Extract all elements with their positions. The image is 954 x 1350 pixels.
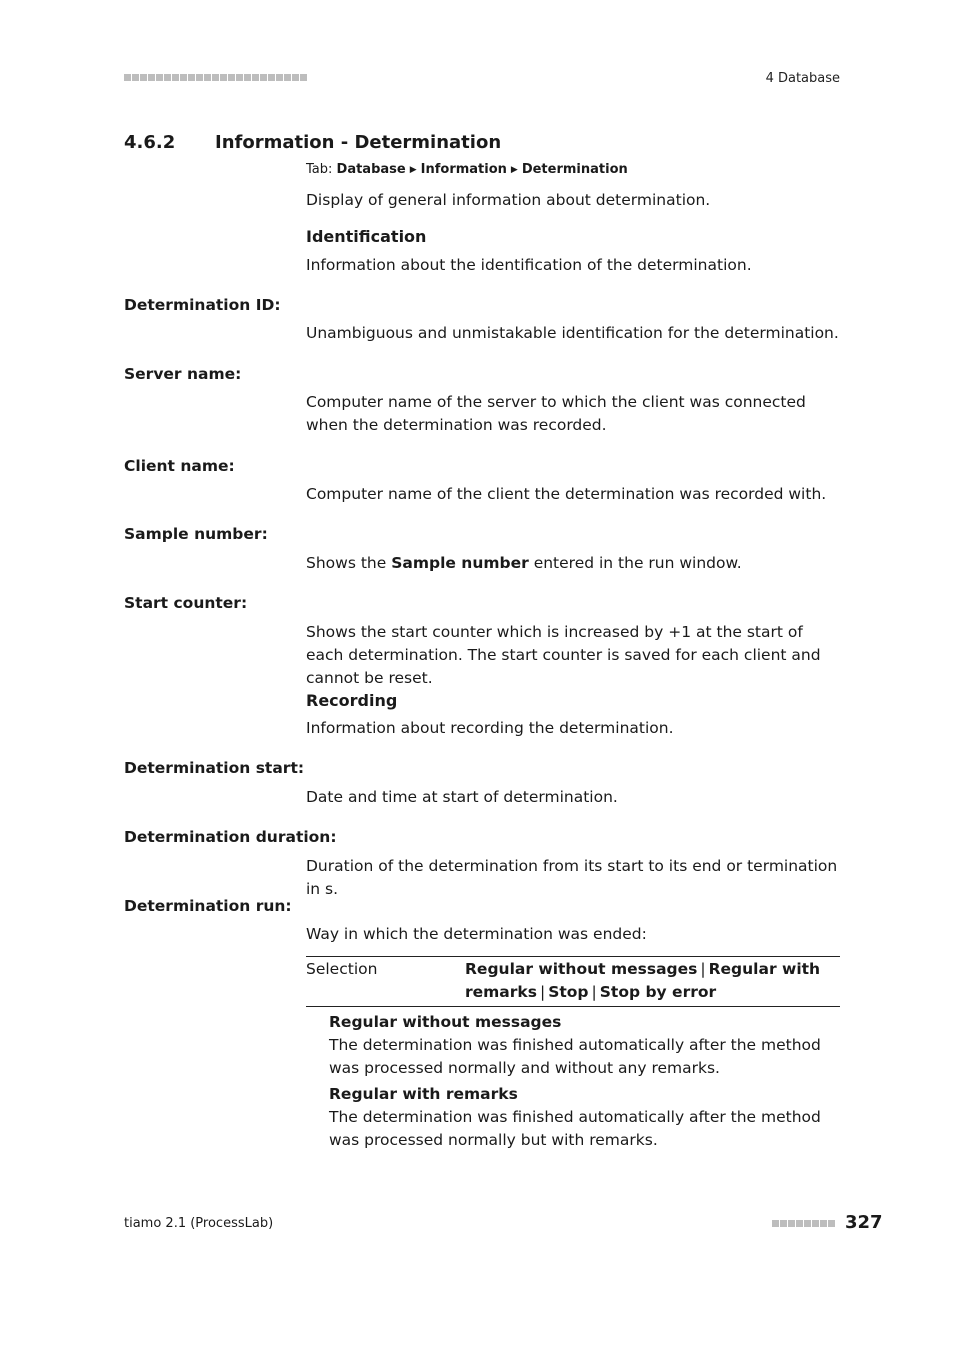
tab-path-item: Information <box>420 162 507 177</box>
separator: | <box>539 983 546 1001</box>
desc-bold: Sample number <box>391 554 529 572</box>
header-decoration <box>124 73 308 82</box>
field-label: Determination ID: <box>124 296 281 314</box>
field-label: Start counter: <box>124 594 248 612</box>
option-desc: The determination was finished automatically after the method was processed normally and without any remarks. <box>329 1036 821 1077</box>
page-number: 327 <box>845 1212 883 1233</box>
selection-values <box>465 958 840 1004</box>
field-desc: Computer name of the client the determination was recorded with. <box>306 485 827 503</box>
field-label: Sample number: <box>124 525 268 543</box>
footer-product: tiamo 2.1 (ProcessLab) <box>124 1216 274 1231</box>
header-chapter: 4 Database <box>765 71 840 86</box>
separator: | <box>700 960 706 978</box>
field-desc: Unambiguous and unmistakable identification for the determination. <box>306 324 839 342</box>
option-title: Regular without messages <box>329 1013 562 1031</box>
table-row <box>306 957 840 1006</box>
selection-option: Regular with remarks <box>465 960 821 1001</box>
footer-decoration <box>772 1219 840 1228</box>
identification-heading: Identification <box>306 227 427 246</box>
section-number: 4.6.2 <box>124 132 176 153</box>
selection-option: Stop by error <box>599 983 717 1001</box>
triangle-right-icon: ▶ <box>409 165 417 175</box>
field-desc: Way in which the determination was ended: <box>306 925 647 943</box>
field-desc <box>306 552 840 575</box>
field-desc: Duration of the determination from its start to its end or termination in s. <box>306 857 838 898</box>
recording-text: Information about recording the determination. <box>306 719 674 737</box>
option-desc: The determination was finished automatically after the method was processed normally but with remarks. <box>329 1108 821 1149</box>
field-label: Determination start: <box>124 759 305 777</box>
selection-key: Selection <box>306 960 378 978</box>
field-label: Determination duration: <box>124 828 337 846</box>
field-desc: Shows the start counter which is increased by +1 at the start of each determination. The start counter is saved for each client and cannot be reset. <box>306 623 821 687</box>
section-title: Information - Determination <box>215 132 502 153</box>
field-desc: Date and time at start of determination. <box>306 788 618 806</box>
tab-path-item: Determination <box>521 162 628 177</box>
selection-option: Stop <box>548 983 589 1001</box>
separator: | <box>591 983 597 1001</box>
tab-path <box>306 162 628 177</box>
identification-text: Information about the identification of the determination. <box>306 256 752 274</box>
intro-text: Display of general information about determination. <box>306 191 711 209</box>
desc-part: Shows the <box>306 554 392 572</box>
tab-prefix: Tab: <box>306 162 333 177</box>
tab-path-item: Database <box>336 162 406 177</box>
field-desc: Computer name of the server to which the client was connected when the determination was recorded. <box>306 393 806 434</box>
field-label: Determination run: <box>124 897 292 915</box>
field-label: Server name: <box>124 365 242 383</box>
field-label: Client name: <box>124 457 235 475</box>
selection-option: Regular without messages <box>465 960 698 978</box>
desc-part: entered in the run window. <box>528 554 742 572</box>
recording-heading: Recording <box>306 691 398 710</box>
triangle-right-icon: ▶ <box>510 165 518 175</box>
selection-table <box>306 956 840 1007</box>
option-title: Regular with remarks <box>329 1085 518 1103</box>
